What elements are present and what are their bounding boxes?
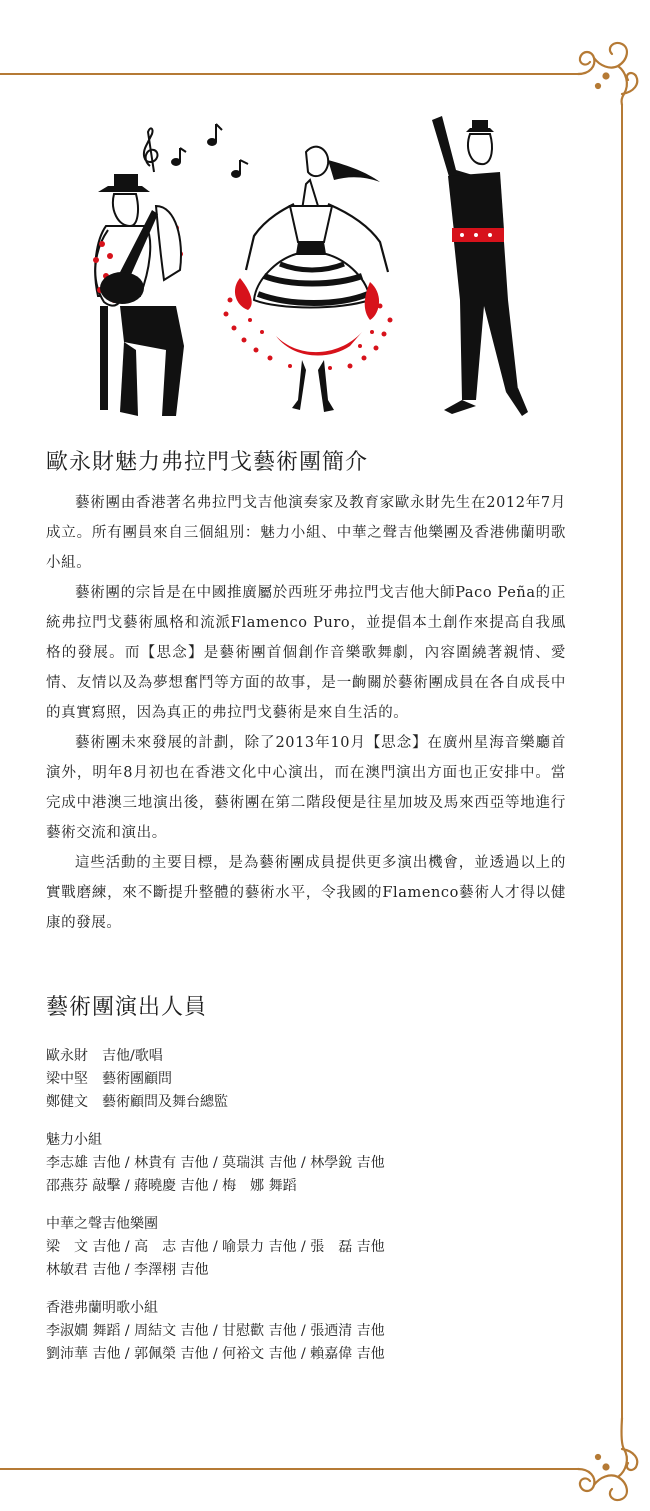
member-line: 邵燕芬 敲擊 / 蔣曉慶 吉他 / 梅 娜 舞蹈 bbox=[46, 1178, 297, 1194]
dancer-figure bbox=[224, 147, 393, 412]
male-dancer-figure bbox=[432, 116, 528, 416]
member-line: 梁 文 吉他 / 高 志 吉他 / 喻景力 吉他 / 張 磊 吉他 bbox=[46, 1239, 385, 1255]
guitarist-figure bbox=[93, 174, 184, 416]
member-line: 李志雄 吉他 / 林貴有 吉他 / 莫瑞淇 吉他 / 林學銳 吉他 bbox=[46, 1155, 385, 1171]
top-right-flourish-icon bbox=[578, 43, 637, 105]
leader-line: 鄭健文 藝術顧問及舞台總監 bbox=[46, 1094, 228, 1110]
group-name: 香港弗蘭明歌小組 bbox=[46, 1300, 158, 1316]
intro-paragraph: 藝術團的宗旨是在中國推廣屬於西班牙弗拉門戈吉他大師Paco Peña的正統弗拉門戈藝術風格和流派Flamenco Puro，並提倡本土創作來提高自我風格的發展。而【思念】是藝術團首個創作音樂歌舞劇，內容圍繞著親情、愛情、友情以及為夢想奮鬥等方面的故事，是一齣關於藝術團成員在各自成長中的真實寫照，因為真正的弗拉門戈藝術是來自生活的。 bbox=[46, 585, 566, 721]
group-name: 魅力小組 bbox=[46, 1132, 102, 1148]
leaders-list bbox=[46, 1045, 566, 1114]
group-charm bbox=[46, 1129, 566, 1198]
intro-paragraph: 藝術團由香港著名弗拉門戈吉他演奏家及教育家歐永財先生在2012年7月成立。所有團員來自三個組別：魅力小組、中華之聲吉他樂團及香港佛蘭明歌小組。 bbox=[46, 495, 566, 571]
member-line: 劉沛華 吉他 / 郭佩榮 吉他 / 何裕文 吉他 / 賴嘉偉 吉他 bbox=[46, 1346, 385, 1362]
members-heading: 藝術團演出人員 bbox=[46, 995, 208, 1020]
leader-line: 歐永財 吉他/歌唱 bbox=[46, 1048, 163, 1064]
group-china-voice bbox=[46, 1213, 566, 1282]
treble-clef-icon bbox=[144, 128, 158, 172]
group-hk-flamenco bbox=[46, 1297, 566, 1366]
intro-paragraph: 藝術團未來發展的計劃，除了2013年10月【思念】在廣州星海音樂廳首演外，明年8月初也在香港文化中心演出，而在澳門演出方面也正安排中。當完成中港澳三地演出後，藝術團在第二階段便是往星加坡及馬來西亞等地進行藝術交流和演出。 bbox=[46, 735, 566, 841]
member-line: 李淑嫺 舞蹈 / 周結文 吉他 / 甘慰歡 吉他 / 張迺清 吉他 bbox=[46, 1323, 385, 1339]
intro-paragraph: 這些活動的主要目標，是為藝術團成員提供更多演出機會，並透過以上的實戰磨練，來不斷提升整體的藝術水平，令我國的Flamenco藝術人才得以健康的發展。 bbox=[46, 855, 566, 931]
flamenco-illustration bbox=[80, 110, 550, 425]
music-note-icon bbox=[172, 124, 248, 177]
bottom-right-flourish-icon bbox=[578, 1418, 637, 1500]
group-name: 中華之聲吉他樂團 bbox=[46, 1216, 158, 1232]
intro-heading: 歐永財魅力弗拉門戈藝術團簡介 bbox=[46, 450, 369, 475]
content-area bbox=[46, 448, 566, 1366]
member-line: 林敏君 吉他 / 李澤栩 吉他 bbox=[46, 1262, 209, 1278]
leader-line: 梁中堅 藝術團顧問 bbox=[46, 1071, 172, 1087]
